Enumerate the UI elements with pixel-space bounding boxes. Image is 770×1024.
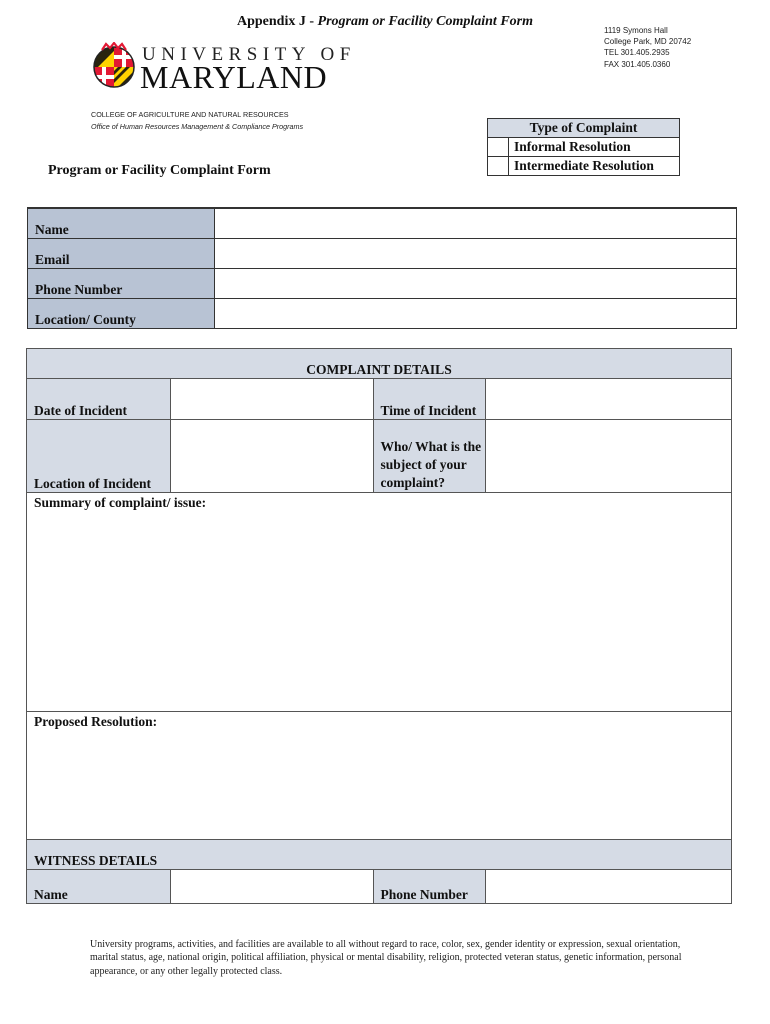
office-name: Office of Human Resources Management & Compliance Programs [91, 122, 304, 131]
time-of-incident-field[interactable] [486, 379, 732, 420]
nondiscrimination-statement: University programs, activities, and facilities are available to all without regard to race, color, sex, gender identity or expression, sexual orientation, marital status, age, national origin, political affiliation, physical or mental disability, religion, protected veteran status, genetic information, personal appearance, or any other legally protected class. [90, 939, 682, 977]
informal-resolution-label: Informal Resolution [514, 139, 631, 154]
email-field[interactable] [215, 239, 737, 269]
fax-line: FAX 301.405.0360 [604, 59, 671, 69]
time-of-incident-label: Time of Incident [374, 379, 486, 420]
proposed-resolution-area[interactable] [27, 712, 732, 840]
proposed-resolution-label: Proposed Resolution: [34, 714, 158, 729]
phone-number-field[interactable] [215, 269, 737, 299]
table-row [28, 208, 737, 239]
summary-of-complaint-area[interactable] [27, 493, 732, 712]
witness-phone-label: Phone Number [374, 870, 486, 904]
date-of-incident-field[interactable] [170, 379, 374, 420]
address-line: College Park, MD 20742 [604, 37, 692, 47]
name-field[interactable] [215, 208, 737, 239]
complaint-details-table [26, 348, 732, 904]
intermediate-resolution-option [488, 157, 679, 175]
complaint-type-heading: Type of Complaint [488, 119, 679, 138]
intermediate-resolution-label: Intermediate Resolution [514, 158, 654, 173]
contact-info-table [27, 207, 737, 329]
informal-resolution-checkbox[interactable] [488, 138, 509, 156]
logo-university-of: UNIVERSITY OF [142, 44, 356, 65]
intermediate-resolution-checkbox[interactable] [488, 157, 509, 175]
informal-resolution-option [488, 138, 679, 157]
form-title: Program or Facility Complaint Form [48, 163, 271, 178]
complaint-type-box [487, 118, 680, 176]
witness-name-field[interactable] [170, 870, 374, 904]
complaint-subject-label: Who/ What is the subject of your complaint? [374, 420, 486, 493]
witness-phone-field[interactable] [486, 870, 732, 904]
location-of-incident-label: Location of Incident [27, 420, 171, 493]
complaint-details-heading: COMPLAINT DETAILS [27, 349, 732, 379]
table-row [28, 299, 737, 329]
logo-maryland: MARYLAND [140, 59, 328, 95]
address-line: 1119 Symons Hall [604, 26, 668, 35]
witness-name-label: Name [27, 870, 171, 904]
table-row [28, 239, 737, 269]
witness-details-heading: WITNESS DETAILS [27, 840, 732, 870]
college-name: COLLEGE OF AGRICULTURE AND NATURAL RESOURCES [91, 110, 289, 119]
date-of-incident-label: Date of Incident [27, 379, 171, 420]
phone-number-label: Phone Number [28, 269, 215, 299]
location-county-label: Location/ County [28, 299, 215, 329]
name-label: Name [28, 208, 215, 239]
phone-line: TEL 301.405.2935 [604, 48, 670, 58]
address-block [604, 25, 691, 70]
location-county-field[interactable] [215, 299, 737, 329]
appendix-title: Appendix J - Program or Facility Complaint Form [237, 14, 533, 29]
summary-of-complaint-label: Summary of complaint/ issue: [34, 495, 207, 510]
location-of-incident-field[interactable] [170, 420, 374, 493]
maryland-flag-shield-icon [90, 42, 138, 92]
table-row [28, 269, 737, 299]
university-logo [90, 42, 370, 94]
complaint-subject-field[interactable] [486, 420, 732, 493]
email-label: Email [28, 239, 215, 269]
